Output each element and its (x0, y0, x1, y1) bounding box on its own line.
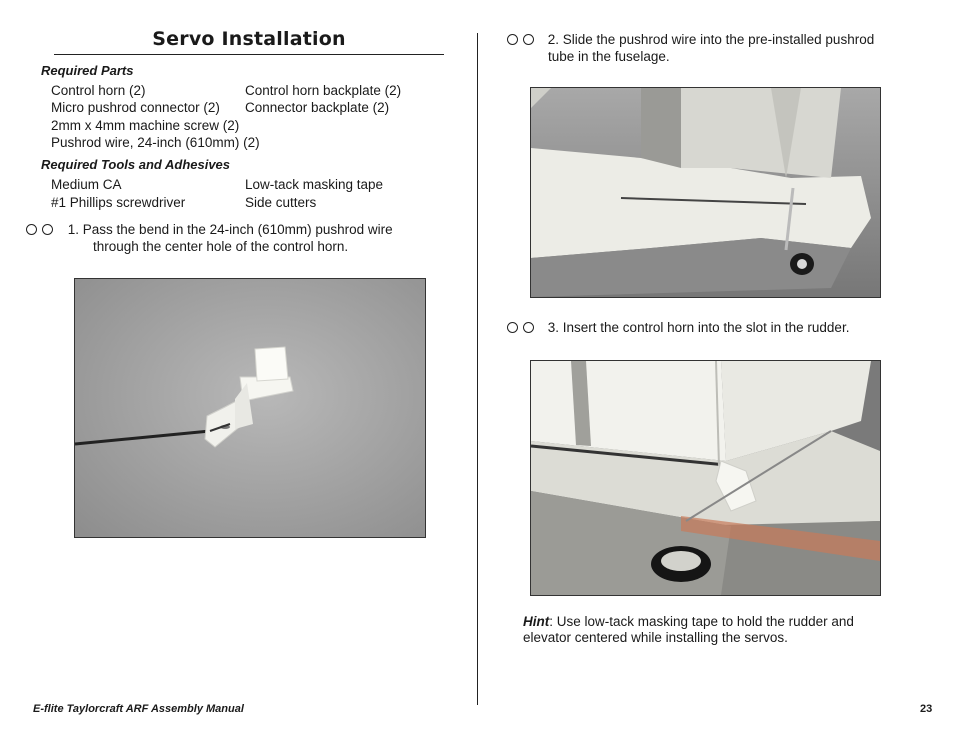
checkbox-circle-icon[interactable] (507, 34, 518, 45)
footer-page-number: 23 (920, 703, 933, 715)
hint-line-2: elevator centered while installing the servos. (523, 630, 788, 645)
step-1 (26, 221, 393, 238)
footer-manual-title: E-flite Taylorcraft ARF Assembly Manual (33, 703, 244, 715)
part-item: Control horn (2) (51, 83, 146, 98)
step-1-line-1: 1. Pass the bend in the 24-inch (610mm) pushrod wire (67, 222, 393, 237)
tool-item: #1 Phillips screwdriver (51, 195, 186, 210)
hint-label: Hint (523, 614, 550, 629)
part-item: Pushrod wire, 24-inch (610mm) (2) (51, 135, 260, 150)
required-parts-heading: Required Parts (41, 63, 134, 78)
step-2 (507, 31, 874, 48)
step-1-line-2: through the center hole of the control horn. (93, 239, 349, 254)
checkbox-circle-icon[interactable] (42, 224, 53, 235)
checkbox-circle-icon[interactable] (523, 322, 534, 333)
step-2-line-1: 2. Slide the pushrod wire into the pre-installed pushrod (547, 32, 875, 47)
page-title: Servo Installation (152, 28, 346, 50)
part-item: Control horn backplate (2) (245, 83, 402, 98)
checkbox-circle-icon[interactable] (507, 322, 518, 333)
tool-item: Medium CA (51, 177, 122, 192)
part-item: 2mm x 4mm machine screw (2) (51, 118, 240, 133)
photo-rudder-horn (530, 360, 881, 596)
hint-paragraph (523, 614, 854, 646)
tool-item: Side cutters (245, 195, 317, 210)
hint-text: : Use low-tack masking tape to hold the rudder and (549, 614, 854, 629)
fuselage-pushrod-image (531, 88, 880, 297)
title-underline (54, 54, 444, 55)
required-tools-heading: Required Tools and Adhesives (41, 157, 231, 172)
photo-pushrod-tube (530, 87, 881, 298)
checkbox-circle-icon[interactable] (523, 34, 534, 45)
control-horn-image (75, 279, 425, 537)
step-2-line-2: tube in the fuselage. (548, 49, 670, 64)
column-divider (477, 33, 478, 705)
step-3 (507, 319, 849, 336)
tool-item: Low-tack masking tape (245, 177, 384, 192)
checkbox-circle-icon[interactable] (26, 224, 37, 235)
photo-control-horn (74, 278, 426, 538)
part-item: Connector backplate (2) (245, 100, 390, 115)
step-3-line-1: 3. Insert the control horn into the slot in the rudder. (547, 320, 850, 335)
rudder-horn-image (531, 361, 880, 595)
hint-line-1 (523, 614, 854, 630)
part-item: Micro pushrod connector (2) (51, 100, 220, 115)
